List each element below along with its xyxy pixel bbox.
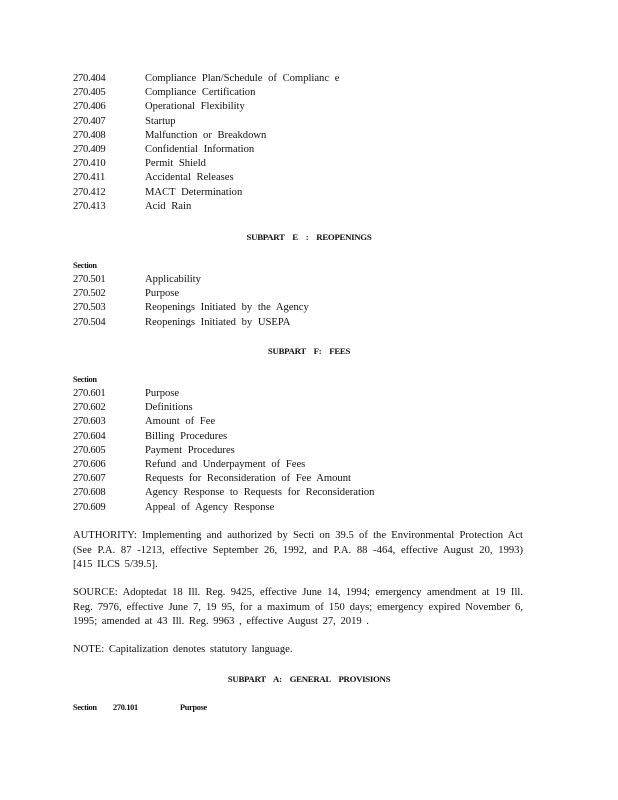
section-number: 270.406 <box>73 101 106 113</box>
section-number: 270.407 <box>73 115 106 127</box>
section-number: 270.606 <box>73 458 106 470</box>
source-paragraph: SOURCE: Adoptedat 18 Ill. Reg. 9425, effective June 14, 1994; emergency amendment at 19 Ill. Reg. 7976, effective June 7, 19 95, for a maximum of 150 days; emergency expired November 6, 1995; amended at 43 Ill. Reg. 9963 , effective August 27, 2019 . <box>73 587 523 628</box>
section-title: Appeal of Agency Response <box>145 501 275 513</box>
list-item <box>73 444 374 458</box>
section-number: 270.504 <box>73 316 106 328</box>
section-title: Purpose <box>145 288 180 300</box>
list-item <box>73 86 339 100</box>
section-title: Startup <box>145 115 176 127</box>
section-number: 270.602 <box>73 402 106 414</box>
section-number: 270.404 <box>73 73 106 84</box>
list-item <box>73 100 339 114</box>
section-number: 270.604 <box>73 430 106 442</box>
list-item <box>73 458 374 472</box>
section-number: 270.601 <box>73 388 106 399</box>
list-item <box>73 387 374 401</box>
note-paragraph: NOTE: Capitalization denotes statutory language. <box>73 644 293 655</box>
subpart-a-first-section <box>73 703 207 712</box>
list-item <box>73 316 309 330</box>
list-item <box>73 157 339 171</box>
section-title: Compliance Certification <box>145 87 256 99</box>
section-number: 270.101 <box>113 703 138 712</box>
section-title: Reopenings Initiated by the Agency <box>145 302 309 314</box>
subpart-e-section-list <box>73 273 309 330</box>
list-item <box>73 486 374 500</box>
list-item <box>73 415 374 429</box>
list-item <box>73 430 374 444</box>
section-number: 270.411 <box>73 172 105 184</box>
subpart-a-heading: SUBPART A: GENERAL PROVISIONS <box>227 674 391 684</box>
list-item <box>73 501 374 515</box>
section-label: Section <box>73 703 97 712</box>
section-title: Requests for Reconsideration of Fee Amount <box>145 473 351 485</box>
section-number: 270.413 <box>73 200 106 212</box>
section-title: Purpose <box>145 388 180 399</box>
section-title: MACT Determination <box>145 186 243 198</box>
list-item <box>73 401 374 415</box>
section-number: 270.603 <box>73 416 106 428</box>
section-title: Malfunction or Breakdown <box>145 129 267 141</box>
section-title: Reopenings Initiated by USEPA <box>145 316 291 328</box>
section-title: Permit Shield <box>145 158 206 170</box>
section-title: Definitions <box>145 402 193 414</box>
list-item <box>73 115 339 129</box>
section-title: Applicability <box>145 274 201 285</box>
subpart-e-heading: SUBPART E : REOPENINGS <box>246 232 372 242</box>
section-title: Payment Procedures <box>145 444 235 456</box>
section-title: Compliance Plan/Schedule of Complianc e <box>145 73 340 84</box>
list-item <box>73 200 339 214</box>
section-number: 270.605 <box>73 444 106 456</box>
section-title: Confidential Information <box>145 143 255 155</box>
section-number: 270.412 <box>73 186 106 198</box>
subpart-d-section-list <box>73 72 339 214</box>
section-number: 270.502 <box>73 288 106 300</box>
section-title: Acid Rain <box>145 200 192 212</box>
subpart-f-section-label: Section <box>73 375 97 384</box>
list-item <box>73 273 309 287</box>
subpart-e-section-label: Section <box>73 261 97 270</box>
list-item <box>73 472 374 486</box>
section-title: Amount of Fee <box>145 416 216 428</box>
subpart-f-heading: SUBPART F: FEES <box>267 346 351 356</box>
list-item <box>73 72 339 86</box>
section-number: 270.405 <box>73 87 106 99</box>
section-title: Purpose <box>180 703 207 712</box>
list-item <box>73 143 339 157</box>
authority-paragraph: AUTHORITY: Implementing and authorized by Secti on 39.5 of the Environmental Protection Act (See P.A. 87 -1213, effective September 26, 1992, and P.A. 88 -464, effective August 20, 1993) [415 ILCS 5/39.5]. <box>73 530 523 571</box>
list-item <box>73 171 339 185</box>
section-number: 270.501 <box>73 274 106 285</box>
section-title: Billing Procedures <box>145 430 228 442</box>
section-title: Operational Flexibility <box>145 101 245 113</box>
subpart-f-section-list <box>73 387 374 515</box>
list-item <box>73 287 309 301</box>
section-number: 270.408 <box>73 129 106 141</box>
list-item <box>73 186 339 200</box>
section-number: 270.609 <box>73 501 106 513</box>
list-item <box>73 301 309 315</box>
section-number: 270.607 <box>73 473 106 485</box>
section-number: 270.503 <box>73 302 106 314</box>
section-title: Refund and Underpayment of Fees <box>145 458 306 470</box>
section-number: 270.608 <box>73 487 106 499</box>
section-number: 270.409 <box>73 143 106 155</box>
section-number: 270.410 <box>73 158 106 170</box>
section-title: Agency Response to Requests for Reconsideration <box>145 487 375 499</box>
list-item <box>73 129 339 143</box>
section-title: Accidental Releases <box>145 172 234 184</box>
